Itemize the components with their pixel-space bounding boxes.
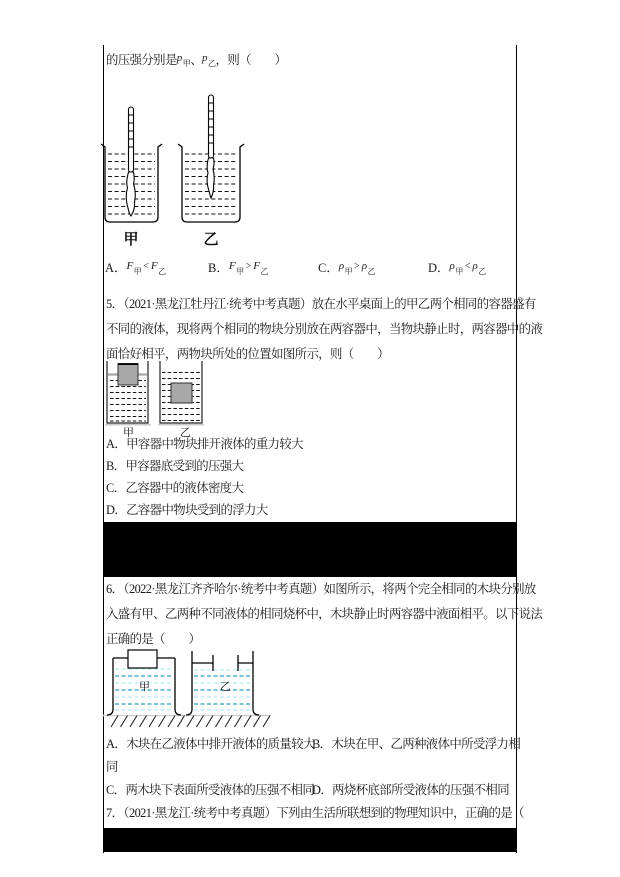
figure-wood-blocks — [103, 646, 275, 732]
block-floating — [118, 364, 138, 386]
question-5-line-3: 面恰好相平，两物块所处的位置如图所示，则（ ） — [106, 347, 389, 361]
figure1-label-yi: 乙 — [203, 232, 219, 248]
question-7-line-1: 7．（2021·黑龙江·统考中考真题）下列由生活所联想到的物理知识中，正确的是（ — [106, 806, 524, 820]
option-d — [428, 258, 486, 278]
question-5-option-d: D．乙容器中物块受到的浮力大 — [106, 503, 268, 517]
option-c-formula: $\rho_甲 > \rho_乙$ — [338, 260, 376, 277]
formula-p-jia: $p_甲$ — [176, 52, 191, 69]
redaction-bar-2 — [103, 828, 517, 852]
question-6-option-c: C．两木块下表面所受液体的压强不相同 — [106, 783, 315, 797]
question-6-line-1: 6．（2022·黑龙江齐齐哈尔·统考中考真题）如图所示，将两个完全相同的木块分别放 — [106, 582, 536, 596]
question-5-option-c: C．乙容器中的液体密度大 — [106, 481, 244, 495]
hydrometer-right-tube — [209, 95, 214, 158]
option-c — [318, 258, 375, 278]
container-left-dashes — [110, 381, 146, 422]
intro-text: 的压强分别是 — [106, 53, 177, 67]
question-6-line-2: 入盛有甲、乙两种不同液体的相同烧杯中，木块静止时两容器中液面相平。以下说法 — [106, 607, 543, 621]
redaction-bar-1 — [103, 522, 517, 577]
wood-block-jia — [128, 650, 157, 668]
figure3-label-jia: 甲 — [139, 681, 150, 693]
option-b-letter: B． — [208, 261, 229, 275]
question-6-option-a: A．木块在乙液体中排开液体的质量较大 — [106, 737, 315, 751]
option-d-letter: D． — [428, 261, 450, 275]
question-5-line-2: 不同的液体，现将两个相同的物块分别放在两容器中，当物块静止时，两容器中的液 — [106, 322, 543, 336]
table-border-right — [516, 45, 517, 853]
ground-hatching — [111, 716, 270, 728]
hydrometer-left-tube — [129, 107, 134, 172]
question-6-option-b-wrap: 同 — [106, 760, 118, 774]
option-a — [105, 258, 166, 278]
figure1-label-jia: 甲 — [123, 232, 139, 248]
option-c-letter: C． — [318, 261, 339, 275]
question-5-line-1: 5．（2021·黑龙江牡丹江·统考中考真题）放在水平桌面上的甲乙两个相同的容器盛有 — [106, 297, 536, 311]
option-a-formula: $F_甲 < F_乙$ — [126, 260, 167, 277]
formula-p-yi: $p_乙$ — [202, 52, 217, 69]
option-d-formula: $\rho_甲 < \rho_乙$ — [449, 260, 487, 277]
question-6-option-b: B．木块在甲、乙两种液体中所受浮力相 — [312, 737, 521, 751]
question-4-intro-line — [106, 52, 286, 73]
figure3-label-yi: 乙 — [220, 681, 231, 693]
hydrometer-left-bulb — [126, 172, 135, 216]
question-5-option-a: A．甲容器中物块排开液体的重力较大 — [106, 437, 303, 451]
option-b-formula: $F_甲 > F_乙$ — [228, 260, 269, 277]
question-6-option-d: D．两烧杯底部所受液体的压强不相同 — [312, 783, 509, 797]
intro-tail: ，则（ ） — [215, 53, 287, 67]
intro-separator: 、 — [190, 53, 203, 67]
wood-block-yi-edges — [213, 655, 238, 671]
question-6-line-3: 正确的是（ ） — [106, 632, 201, 646]
figure-blocks-containers — [104, 360, 214, 440]
figure2-label-jia: 甲 — [123, 427, 134, 439]
figure-hydrometers — [100, 88, 254, 250]
option-a-letter: A． — [105, 261, 127, 275]
question-5-option-b: B．甲容器底受到的压强大 — [106, 459, 244, 473]
block-submerged — [171, 383, 192, 403]
figure2-label-yi: 乙 — [180, 427, 191, 439]
option-b — [208, 258, 268, 278]
